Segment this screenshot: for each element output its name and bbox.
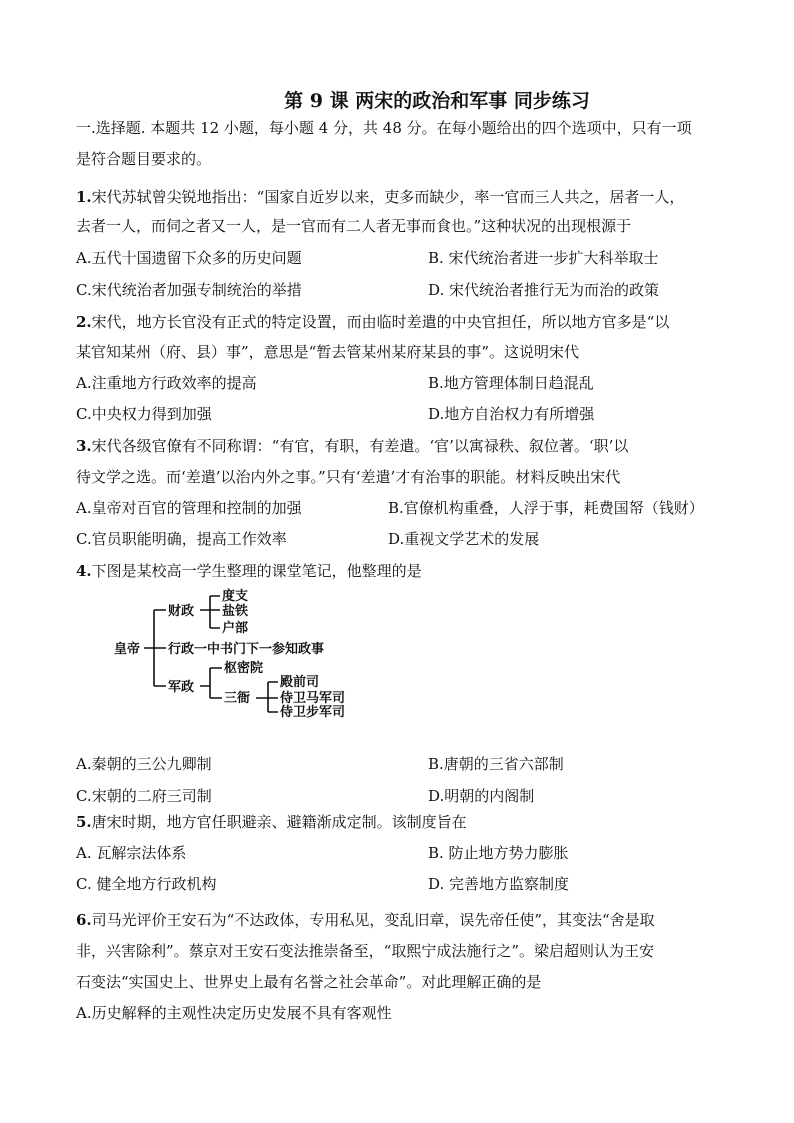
q1-option-d[interactable]: D. 宋代统治者推行无为而治的政策 bbox=[428, 281, 660, 299]
q2-option-c[interactable]: C.中央权力得到加强 bbox=[76, 405, 212, 423]
section-intro-line2: 是符合题目要求的。 bbox=[76, 150, 212, 168]
q4-option-a[interactable]: A.秦朝的三公九卿制 bbox=[76, 755, 212, 773]
q6-stem-line1 bbox=[76, 910, 655, 930]
diagram-sanya-bracket bbox=[256, 682, 278, 712]
q2-stem-line2: 某官知某州（府、县）事”，意思是“暂去管某州某府某县的事”。这说明宋代 bbox=[76, 343, 580, 361]
q3-stem-line2: 待文学之选。而‘差遣’以治内外之事。”只有‘差遣’才有治事的职能。材料反映出宋代 bbox=[76, 468, 621, 486]
q1-option-a[interactable]: A.五代十国遗留下众多的历史问题 bbox=[76, 249, 302, 267]
q3-text1: 宋代各级官僚有不同称谓：“有官，有职，有差遣。‘官’以寓禄秩、叙位著。‘职’以 bbox=[91, 437, 629, 455]
q4-text1: 下图是某校高一学生整理的课堂笔记，他整理的是 bbox=[91, 562, 422, 580]
q2-option-a[interactable]: A.注重地方行政效率的提高 bbox=[76, 374, 257, 392]
diagram-root: 皇帝 bbox=[114, 642, 141, 657]
q3-option-a[interactable]: A.皇帝对百官的管理和控制的加强 bbox=[76, 499, 302, 517]
diagram-yantie: 盐铁 bbox=[222, 604, 249, 619]
diagram-finance-bracket bbox=[200, 596, 220, 628]
q3-option-d[interactable]: D.重视文学艺术的发展 bbox=[388, 530, 540, 548]
q4-option-d[interactable]: D.明朝的内阁制 bbox=[428, 787, 535, 805]
q3-number: 3. bbox=[76, 437, 92, 455]
q6-stem-line2: 非，兴害除利”。蔡京对王安石变法推崇备至，“取熙宁成法施行之”。梁启超则认为王安 bbox=[76, 942, 655, 960]
section-intro-line1: 一.选择题. 本题共 12 小题，每小题 4 分，共 48 分。在每小题给出的四个选项中，只有一项 bbox=[76, 119, 692, 137]
q4-option-b[interactable]: B.唐朝的三省六部制 bbox=[428, 755, 564, 773]
diagram-military-bracket bbox=[200, 668, 222, 698]
q6-number: 6. bbox=[76, 911, 92, 929]
q2-text1: 宋代，地方长官没有正式的特定设置，而由临时差遣的中央官担任，所以地方官多是“以 bbox=[91, 313, 670, 331]
q5-option-b[interactable]: B. 防止地方势力膨胀 bbox=[428, 844, 569, 862]
q1-number: 1. bbox=[76, 188, 92, 206]
diagram-buju: 侍卫步军司 bbox=[280, 705, 346, 718]
q5-stem-line1 bbox=[76, 812, 467, 832]
q3-option-b[interactable]: B.官僚机构重叠，人浮于事，耗费国帑（钱财） bbox=[388, 499, 704, 517]
q4-number: 4. bbox=[76, 562, 92, 580]
diagram-admin: 行政一中书门下一参知政事 bbox=[168, 642, 325, 657]
q6-option-a[interactable]: A.历史解释的主观性决定历史发展不具有客观性 bbox=[76, 1004, 392, 1022]
q1-text1: 宋代苏轼曾尖锐地指出：“国家自近岁以来，吏多而缺少，率一官而三人共之，居者一人， bbox=[91, 188, 685, 206]
q5-option-c[interactable]: C. 健全地方行政机构 bbox=[76, 875, 217, 893]
q4-option-c[interactable]: C.宋朝的二府三司制 bbox=[76, 787, 212, 805]
q1-stem-line1 bbox=[76, 187, 684, 207]
q1-stem-line2: 去者一人，而伺之者又一人，是一官而有二人者无事而食也。”这种状况的出现根源于 bbox=[76, 217, 632, 235]
diagram-finance: 财政 bbox=[168, 604, 195, 619]
q6-text1: 司马光评价王安石为“不达政体，专用私见，变乱旧章，误先帝任使”，其变法“舍是取 bbox=[91, 911, 655, 929]
q5-number: 5. bbox=[76, 813, 92, 831]
diagram-sanya: 三衙 bbox=[224, 691, 251, 706]
q5-option-a[interactable]: A. 瓦解宗法体系 bbox=[76, 844, 187, 862]
diagram-military: 军政 bbox=[168, 680, 195, 695]
diagram-hubu: 户部 bbox=[222, 621, 249, 636]
q2-option-b[interactable]: B.地方管理体制日趋混乱 bbox=[428, 374, 594, 392]
diagram-duzhi: 度支 bbox=[222, 589, 249, 604]
q1-option-b[interactable]: B. 宋代统治者进一步扩大科举取士 bbox=[428, 249, 659, 267]
q3-stem-line1 bbox=[76, 436, 628, 456]
q5-text1: 唐宋时期，地方官任职避亲、避籍渐成定制。该制度旨在 bbox=[91, 813, 467, 831]
diagram-shumiyuan: 枢密院 bbox=[224, 661, 264, 676]
diagram-root-bracket bbox=[144, 610, 166, 686]
page-title: 第 9 课 两宋的政治和军事 同步练习 bbox=[284, 90, 590, 112]
q3-option-c[interactable]: C.官员职能明确，提高工作效率 bbox=[76, 530, 287, 548]
q4-stem-line1 bbox=[76, 561, 422, 581]
q5-option-d[interactable]: D. 完善地方监察制度 bbox=[428, 875, 570, 893]
government-structure-diagram bbox=[110, 588, 420, 718]
diagram-maju: 侍卫马军司 bbox=[280, 691, 346, 706]
diagram-dianqiansi: 殿前司 bbox=[280, 675, 320, 690]
q1-option-c[interactable]: C.宋代统治者加强专制统治的举措 bbox=[76, 281, 302, 299]
q2-stem-line1 bbox=[76, 312, 669, 332]
q6-stem-line3: 石变法“实国史上、世界史上最有名誉之社会革命”。对此理解正确的是 bbox=[76, 973, 542, 991]
q2-number: 2. bbox=[76, 313, 92, 331]
q2-option-d[interactable]: D.地方自治权力有所增强 bbox=[428, 405, 595, 423]
